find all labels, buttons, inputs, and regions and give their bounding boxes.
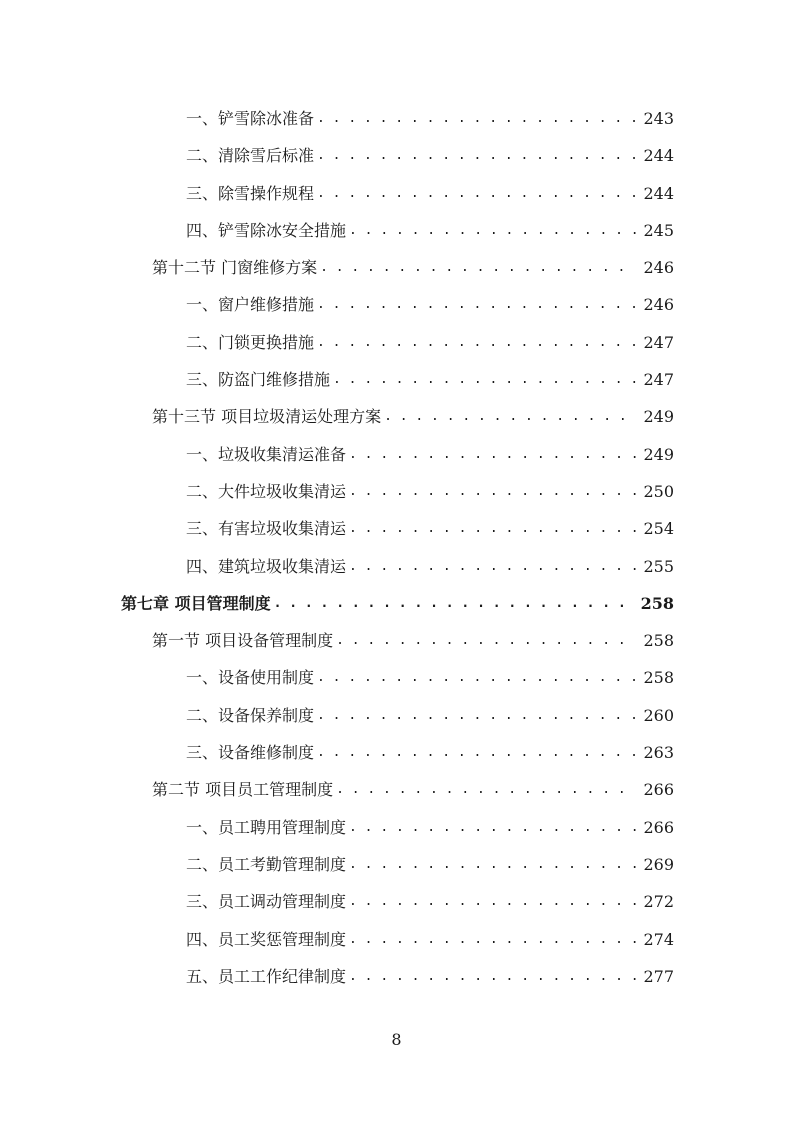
toc-entry-label: 第七章 项目管理制度	[121, 593, 271, 613]
toc-entry[interactable]	[0, 548, 793, 585]
toc-entry-page: 258	[640, 593, 674, 613]
toc-entry-label: 四、员工奖惩管理制度	[186, 929, 347, 949]
toc-entry-page: 249	[643, 444, 674, 464]
toc-entry-page: 277	[643, 966, 674, 986]
toc-leader-dots	[317, 286, 636, 323]
toc-entry[interactable]	[0, 286, 793, 323]
toc-entry[interactable]	[0, 883, 793, 920]
toc-leader-dots	[349, 958, 636, 995]
toc-entry[interactable]	[0, 436, 793, 473]
toc-entry-page: 272	[643, 892, 674, 912]
toc-leader-dots	[274, 585, 636, 622]
toc-entry-label: 四、铲雪除冰安全措施	[186, 220, 347, 240]
toc-entry-page: 258	[643, 668, 674, 688]
toc-entry[interactable]	[0, 846, 793, 883]
toc-entry-label: 二、清除雪后标准	[186, 146, 315, 166]
toc-leader-dots	[317, 100, 636, 137]
toc-leader-dots	[336, 622, 636, 659]
table-of-contents	[0, 100, 793, 995]
toc-leader-dots	[317, 697, 636, 734]
toc-entry-label: 第二节 项目员工管理制度	[152, 780, 334, 800]
toc-entry-label: 第十二节 门窗维修方案	[152, 258, 318, 278]
toc-entry-label: 三、有害垃圾收集清运	[186, 519, 347, 539]
toc-entry[interactable]	[0, 921, 793, 958]
toc-entry-label: 三、防盗门维修措施	[186, 370, 331, 390]
toc-leader-dots	[349, 436, 636, 473]
toc-entry-label: 三、除雪操作规程	[186, 183, 315, 203]
toc-entry-label: 二、大件垃圾收集清运	[186, 481, 347, 501]
toc-entry-page: 243	[643, 109, 674, 128]
toc-entry-page: 266	[643, 780, 674, 800]
toc-entry-page: 269	[643, 854, 674, 874]
toc-section-entry[interactable]	[0, 398, 793, 435]
toc-entry-page: 254	[643, 519, 674, 539]
toc-section-entry[interactable]	[0, 771, 793, 808]
toc-section-entry[interactable]	[0, 622, 793, 659]
toc-leader-dots	[349, 473, 636, 510]
toc-entry[interactable]	[0, 659, 793, 696]
toc-entry-label: 二、员工考勤管理制度	[186, 854, 347, 874]
toc-entry[interactable]	[0, 809, 793, 846]
toc-entry-label: 一、垃圾收集清运准备	[186, 444, 347, 464]
toc-section-entry[interactable]	[0, 249, 793, 286]
toc-entry-label: 一、窗户维修措施	[186, 295, 315, 315]
toc-leader-dots	[336, 771, 636, 808]
toc-leader-dots	[349, 809, 636, 846]
toc-entry[interactable]	[0, 697, 793, 734]
toc-leader-dots	[320, 249, 636, 286]
toc-entry[interactable]	[0, 212, 793, 249]
toc-leader-dots	[317, 734, 636, 771]
toc-chapter-entry[interactable]	[0, 585, 793, 622]
toc-entry-page: 249	[643, 407, 674, 427]
toc-entry-label: 四、建筑垃圾收集清运	[186, 556, 347, 576]
toc-entry-page: 260	[643, 705, 674, 725]
toc-leader-dots	[384, 398, 636, 435]
toc-entry-page: 244	[643, 183, 674, 203]
toc-leader-dots	[349, 510, 636, 547]
toc-entry-label: 一、员工聘用管理制度	[186, 817, 347, 837]
toc-entry-page: 258	[643, 631, 674, 651]
toc-entry-page: 246	[643, 295, 674, 315]
toc-leader-dots	[333, 361, 636, 398]
toc-leader-dots	[317, 659, 636, 696]
toc-leader-dots	[317, 324, 636, 361]
toc-entry[interactable]	[0, 473, 793, 510]
toc-entry-page: 274	[643, 929, 674, 949]
toc-entry[interactable]	[0, 175, 793, 212]
toc-entry-label: 三、设备维修制度	[186, 743, 315, 763]
toc-entry-page: 245	[643, 220, 674, 240]
toc-entry-label: 第一节 项目设备管理制度	[152, 631, 334, 651]
toc-entry-page: 255	[643, 556, 674, 576]
toc-leader-dots	[317, 175, 636, 212]
toc-entry-label: 三、员工调动管理制度	[186, 892, 347, 912]
toc-entry-page: 246	[643, 258, 674, 278]
toc-entry[interactable]	[0, 958, 793, 995]
toc-entry-page: 244	[643, 146, 674, 166]
toc-entry-label: 一、设备使用制度	[186, 668, 315, 688]
toc-entry-page: 263	[643, 743, 674, 763]
toc-entry-label: 二、门锁更换措施	[186, 332, 315, 352]
toc-entry[interactable]	[0, 100, 793, 137]
toc-leader-dots	[349, 921, 636, 958]
toc-entry-label: 二、设备保养制度	[186, 705, 315, 725]
toc-entry-label: 五、员工工作纪律制度	[186, 966, 347, 986]
toc-entry[interactable]	[0, 324, 793, 361]
toc-entry-page: 247	[643, 332, 674, 352]
toc-entry[interactable]	[0, 361, 793, 398]
toc-leader-dots	[349, 883, 636, 920]
toc-entry-label: 一、铲雪除冰准备	[186, 109, 315, 128]
toc-leader-dots	[317, 137, 636, 174]
toc-leader-dots	[349, 846, 636, 883]
page-number: 8	[391, 1030, 402, 1049]
toc-entry-page: 266	[643, 817, 674, 837]
toc-entry-label: 第十三节 项目垃圾清运处理方案	[152, 407, 382, 427]
toc-entry[interactable]	[0, 137, 793, 174]
toc-entry-page: 247	[643, 370, 674, 390]
toc-entry[interactable]	[0, 510, 793, 547]
toc-leader-dots	[349, 548, 636, 585]
toc-leader-dots	[349, 212, 636, 249]
toc-entry-page: 250	[643, 481, 674, 501]
toc-entry[interactable]	[0, 734, 793, 771]
